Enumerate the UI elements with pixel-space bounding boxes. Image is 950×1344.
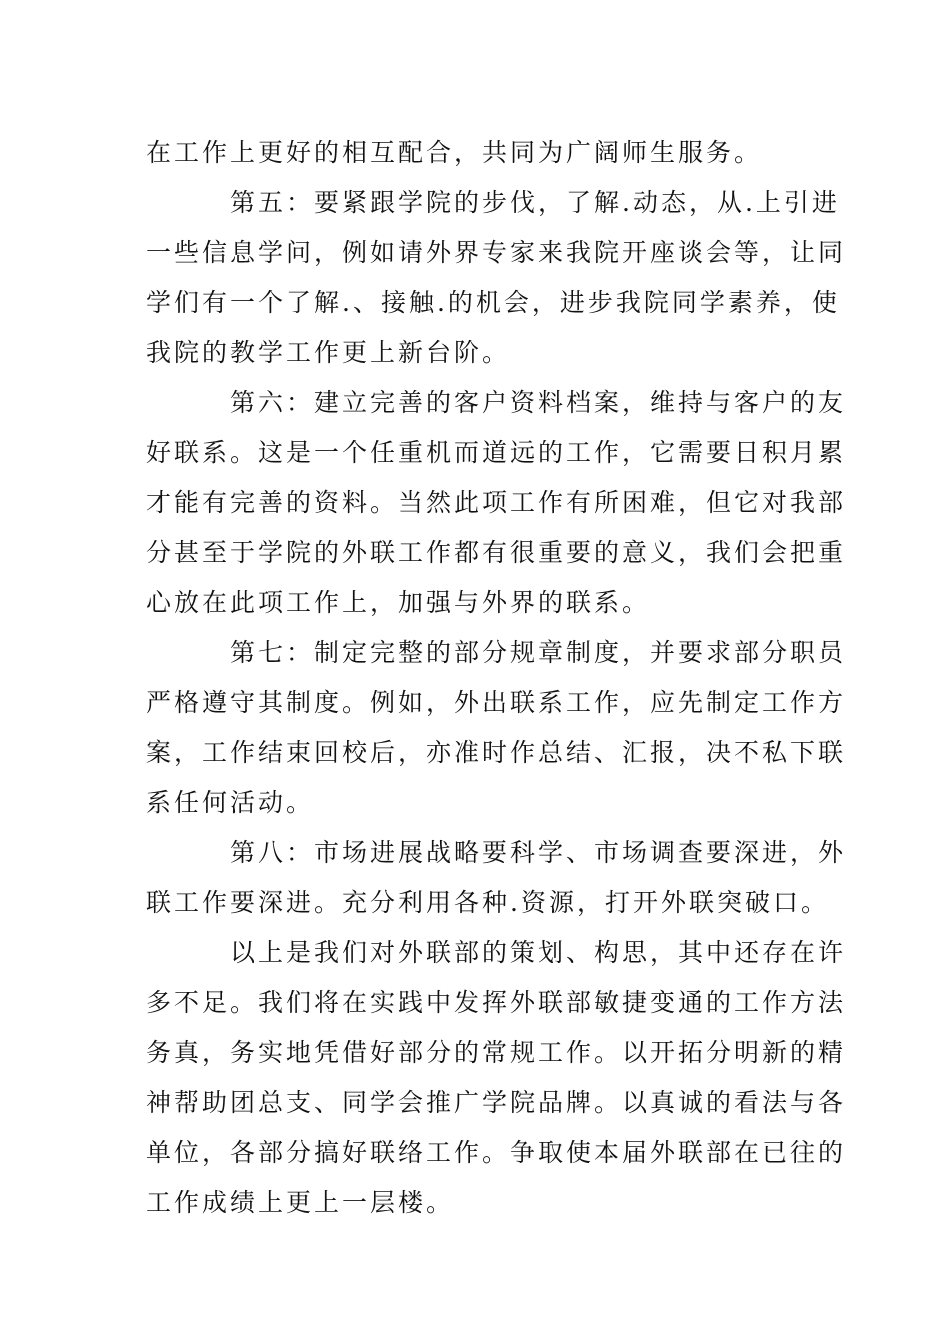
text-line: 第六：建立完善的客户资料档案，维持与客户的友 (230, 388, 847, 417)
text-line: 神帮助团总支、同学会推广学院品牌。以真诚的看法与各 (146, 1088, 847, 1117)
text-line: 分甚至于学院的外联工作都有很重要的意义，我们会把重 (146, 538, 847, 567)
text-line: 才能有完善的资料。当然此项工作有所困难，但它对我部 (146, 488, 847, 517)
text-line: 我院的教学工作更上新台阶。 (146, 338, 511, 367)
paragraph-conclusion (146, 928, 847, 1228)
paragraph-7 (146, 628, 847, 828)
text-line: 系任何活动。 (146, 788, 315, 817)
text-line: 心放在此项工作上，加强与外界的联系。 (146, 588, 651, 617)
text-line: 在工作上更好的相互配合，共同为广阔师生服务。 (146, 138, 763, 167)
document-body (146, 128, 847, 1228)
text-line: 好联系。这是一个任重机而道远的工作，它需要日积月累 (146, 438, 847, 467)
text-line: 学们有一个了解.、接触.的机会，进步我院同学素养，使 (146, 288, 840, 317)
text-line: 第五：要紧跟学院的步伐，了解.动态，从.上引进 (230, 188, 840, 217)
text-line: 工作成绩上更上一层楼。 (146, 1188, 455, 1217)
text-line: 一些信息学问，例如请外界专家来我院开座谈会等，让同 (146, 238, 847, 267)
text-line: 联工作要深进。充分利用各种.资源，打开外联突破口。 (146, 888, 829, 917)
paragraph-6 (146, 378, 847, 628)
text-line: 第八：市场进展战略要科学、市场调查要深进，外 (230, 838, 847, 867)
paragraph (146, 128, 812, 178)
text-line: 案，工作结束回校后，亦准时作总结、汇报，决不私下联 (146, 738, 847, 767)
text-line: 第七：制定完整的部分规章制度，并要求部分职员 (230, 638, 847, 667)
paragraph-5 (146, 178, 847, 378)
text-line: 单位，各部分搞好联络工作。争取使本届外联部在已往的 (146, 1138, 847, 1167)
text-line: 多不足。我们将在实践中发挥外联部敏捷变通的工作方法 (146, 988, 847, 1017)
paragraph-8 (146, 828, 847, 928)
text-line: 务真，务实地凭借好部分的常规工作。以开拓分明新的精 (146, 1038, 847, 1067)
text-line: 以上是我们对外联部的策划、构思，其中还存在许 (230, 938, 847, 967)
text-line: 严格遵守其制度。例如，外出联系工作，应先制定工作方 (146, 688, 847, 717)
